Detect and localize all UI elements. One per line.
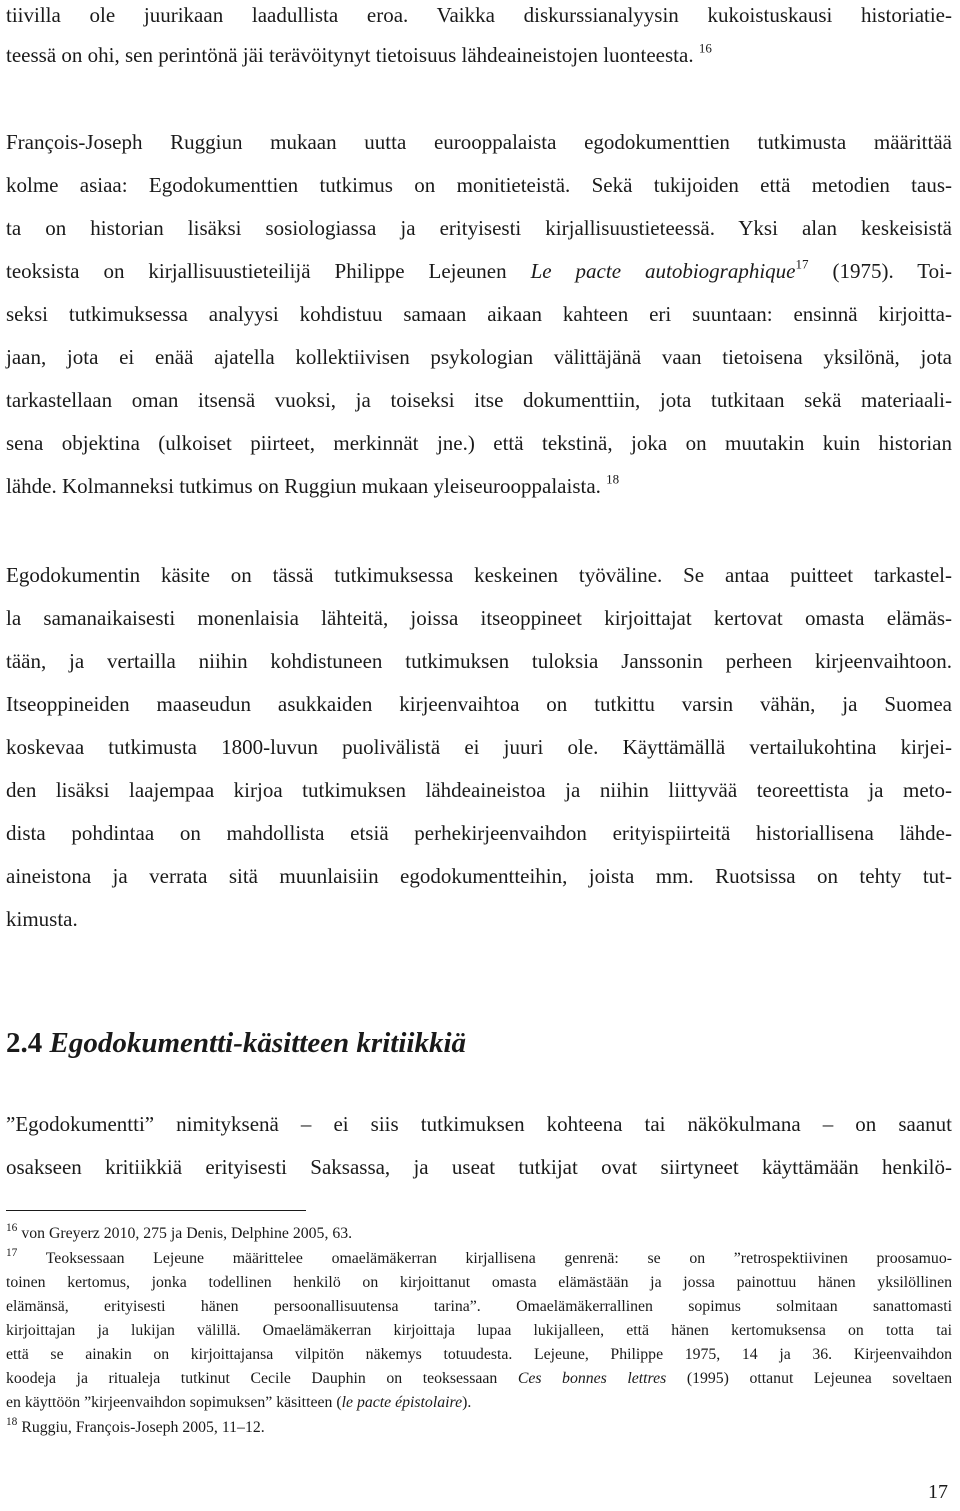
body-line: Itseoppineiden maaseudun asukkaiden kirjeenvaihtoa on tutkittu varsin vähän, ja Suomea	[6, 692, 952, 716]
body-line: ta on historian lisäksi sosiologiassa ja erityisesti kirjallisuustieteessä. Yksi alan keskeisistä	[6, 216, 952, 240]
body-line: osakseen kritiikkiä erityisesti Saksassa, ja useat tutkijat ovat siirtyneet käyttämään henkilö-	[6, 1155, 952, 1179]
footnote-ref: 16	[698, 40, 712, 56]
body-line: tarkastellaan oman itsensä vuoksi, ja toiseksi itse dokumenttiin, jota tutkitaan sekä materiaali-	[6, 388, 952, 412]
footnote-ref: 18	[606, 471, 620, 487]
body-line: teessä on ohi, sen perintönä jäi terävöitynyt tietoisuus lähdeaineistojen luonteesta. $^{16}$	[6, 40, 712, 67]
footnote-number: 18	[6, 1416, 18, 1429]
body-line: aineistona ja verrata sitä muunlaisiin egodokumentteihin, joista mm. Ruotsissa on tehty tut-	[6, 864, 952, 888]
body-line: kolme asiaa: Egodokumenttien tutkimus on monitieteistä. Sekä tukijoiden että metodien taus-	[6, 173, 952, 197]
footnote-line: toinen kertomus, jonka todellinen henkilö on kirjoittanut omasta elämästään ja jossa painottuu hänen yksilöllinen	[6, 1274, 952, 1291]
footnote-line: elämänsä, erityisesti hänen persoonallisuutensa tarina”. Omaelämäkerrallinen sopimus solmitaan sanattomasti	[6, 1298, 952, 1315]
footnote-line: kirjoittajan ja lukijan välillä. Omaelämäkerran kirjoittaja lupaa lukijalleen, että hänen kertomuksensa on totta tai	[6, 1322, 952, 1339]
body-line: ”Egodokumentti” nimityksenä – ei siis tutkimuksen kohteena tai näkökulmana – on saanut	[6, 1112, 952, 1136]
body-line: teoksista on kirjallisuustieteilijä Philippe Lejeunen Le pacte autobiographique$^{17}$ (1975). Toi-	[6, 256, 952, 283]
section-number: 2.4	[6, 1027, 43, 1059]
book-title: Ces bonnes lettres	[517, 1370, 667, 1387]
body-line: sena objektina (ulkoiset piirteet, merkinnät jne.) että tekstinä, joka on muutakin kuin historian	[6, 431, 952, 455]
footnote-16: $^{16}$ von Greyerz 2010, 275 ja Denis, Delphine 2005, 63.	[6, 1222, 353, 1242]
footnote-number: 16	[6, 1222, 18, 1235]
footnote-separator	[6, 1210, 306, 1211]
footnote-line: en käyttöön ”kirjeenvaihdon sopimuksen” käsitteen (le pacte épistolaire).	[6, 1394, 472, 1411]
body-line: kimusta.	[6, 907, 78, 931]
body-line: lähde. Kolmanneksi tutkimus on Ruggiun mukaan yleiseurooppalaista. $^{18}$	[6, 471, 620, 498]
footnote-17: $^{17}$ Teoksessaan Lejeune määrittelee omaelämäkerran kirjallisena genrenä: se on ”retrospektiivinen proosamuo-	[6, 1247, 952, 1267]
body-line: jaan, jota ei enää ajatella kollektiivisen psykologian välittäjänä vaan tietoisena yksilönä, jota	[6, 345, 952, 369]
body-line: koskevaa tutkimusta 1800-luvun puolivälistä ei juuri ole. Käyttämällä vertailukohtina kirjei-	[6, 735, 952, 759]
term: le pacte épistolaire	[341, 1394, 463, 1411]
section-heading	[6, 1023, 466, 1063]
footnote-18: $^{18}$ Ruggiu, François-Joseph 2005, 11–12.	[6, 1416, 265, 1436]
body-line: la samanaikaisesti monenlaisia lähteitä, joissa itseoppineet kirjoittajat kertovat omasta elämäs-	[6, 606, 952, 630]
footnote-number: 17	[6, 1247, 18, 1260]
footnote-ref: 17	[795, 256, 809, 272]
footnote-line: koodeja ja ritualeja tutkinut Cecile Dauphin on teoksessaan Ces bonnes lettres (1995) ottanut Lejeunea soveltaen	[6, 1370, 952, 1387]
footnote-line: että se ainakin on kirjoittajansa vilpitön näkemys totuudesta. Lejeune, Philippe 1975, 14 ja 36. Kirjeenvaihdon	[6, 1346, 952, 1363]
book-title: Le pacte autobiographique	[530, 259, 796, 283]
body-line: tiivilla ole juurikaan laadullista eroa. Vaikka diskurssianalyysin kukoistuskausi historiatie-	[6, 3, 952, 27]
page-number: 17	[928, 1481, 948, 1503]
section-title: Egodokumentti-käsitteen kritiikkiä	[49, 1027, 467, 1059]
body-line: den lisäksi laajempaa kirjoa tutkimuksen lähdeaineistoa ja niihin liittyvää teoreettista ja meto-	[6, 778, 952, 802]
body-line: tään, ja vertailla niihin kohdistuneen tutkimuksen tuloksia Janssonin perheen kirjeenvaihtoon.	[6, 649, 952, 673]
body-line: dista pohdintaa on mahdollista etsiä perhekirjeenvaihdon erityispiirteitä historiallisena lähde-	[6, 821, 952, 845]
body-line: seksi tutkimuksessa analyysi kohdistuu samaan aikaan kahteen eri suuntaan: ensinnä kirjoitta-	[6, 302, 952, 326]
body-line: Egodokumentin käsite on tässä tutkimuksessa keskeinen työväline. Se antaa puitteet tarkastel-	[6, 563, 952, 587]
body-line: François-Joseph Ruggiun mukaan uutta eurooppalaista egodokumenttien tutkimusta määrittää	[6, 130, 952, 154]
